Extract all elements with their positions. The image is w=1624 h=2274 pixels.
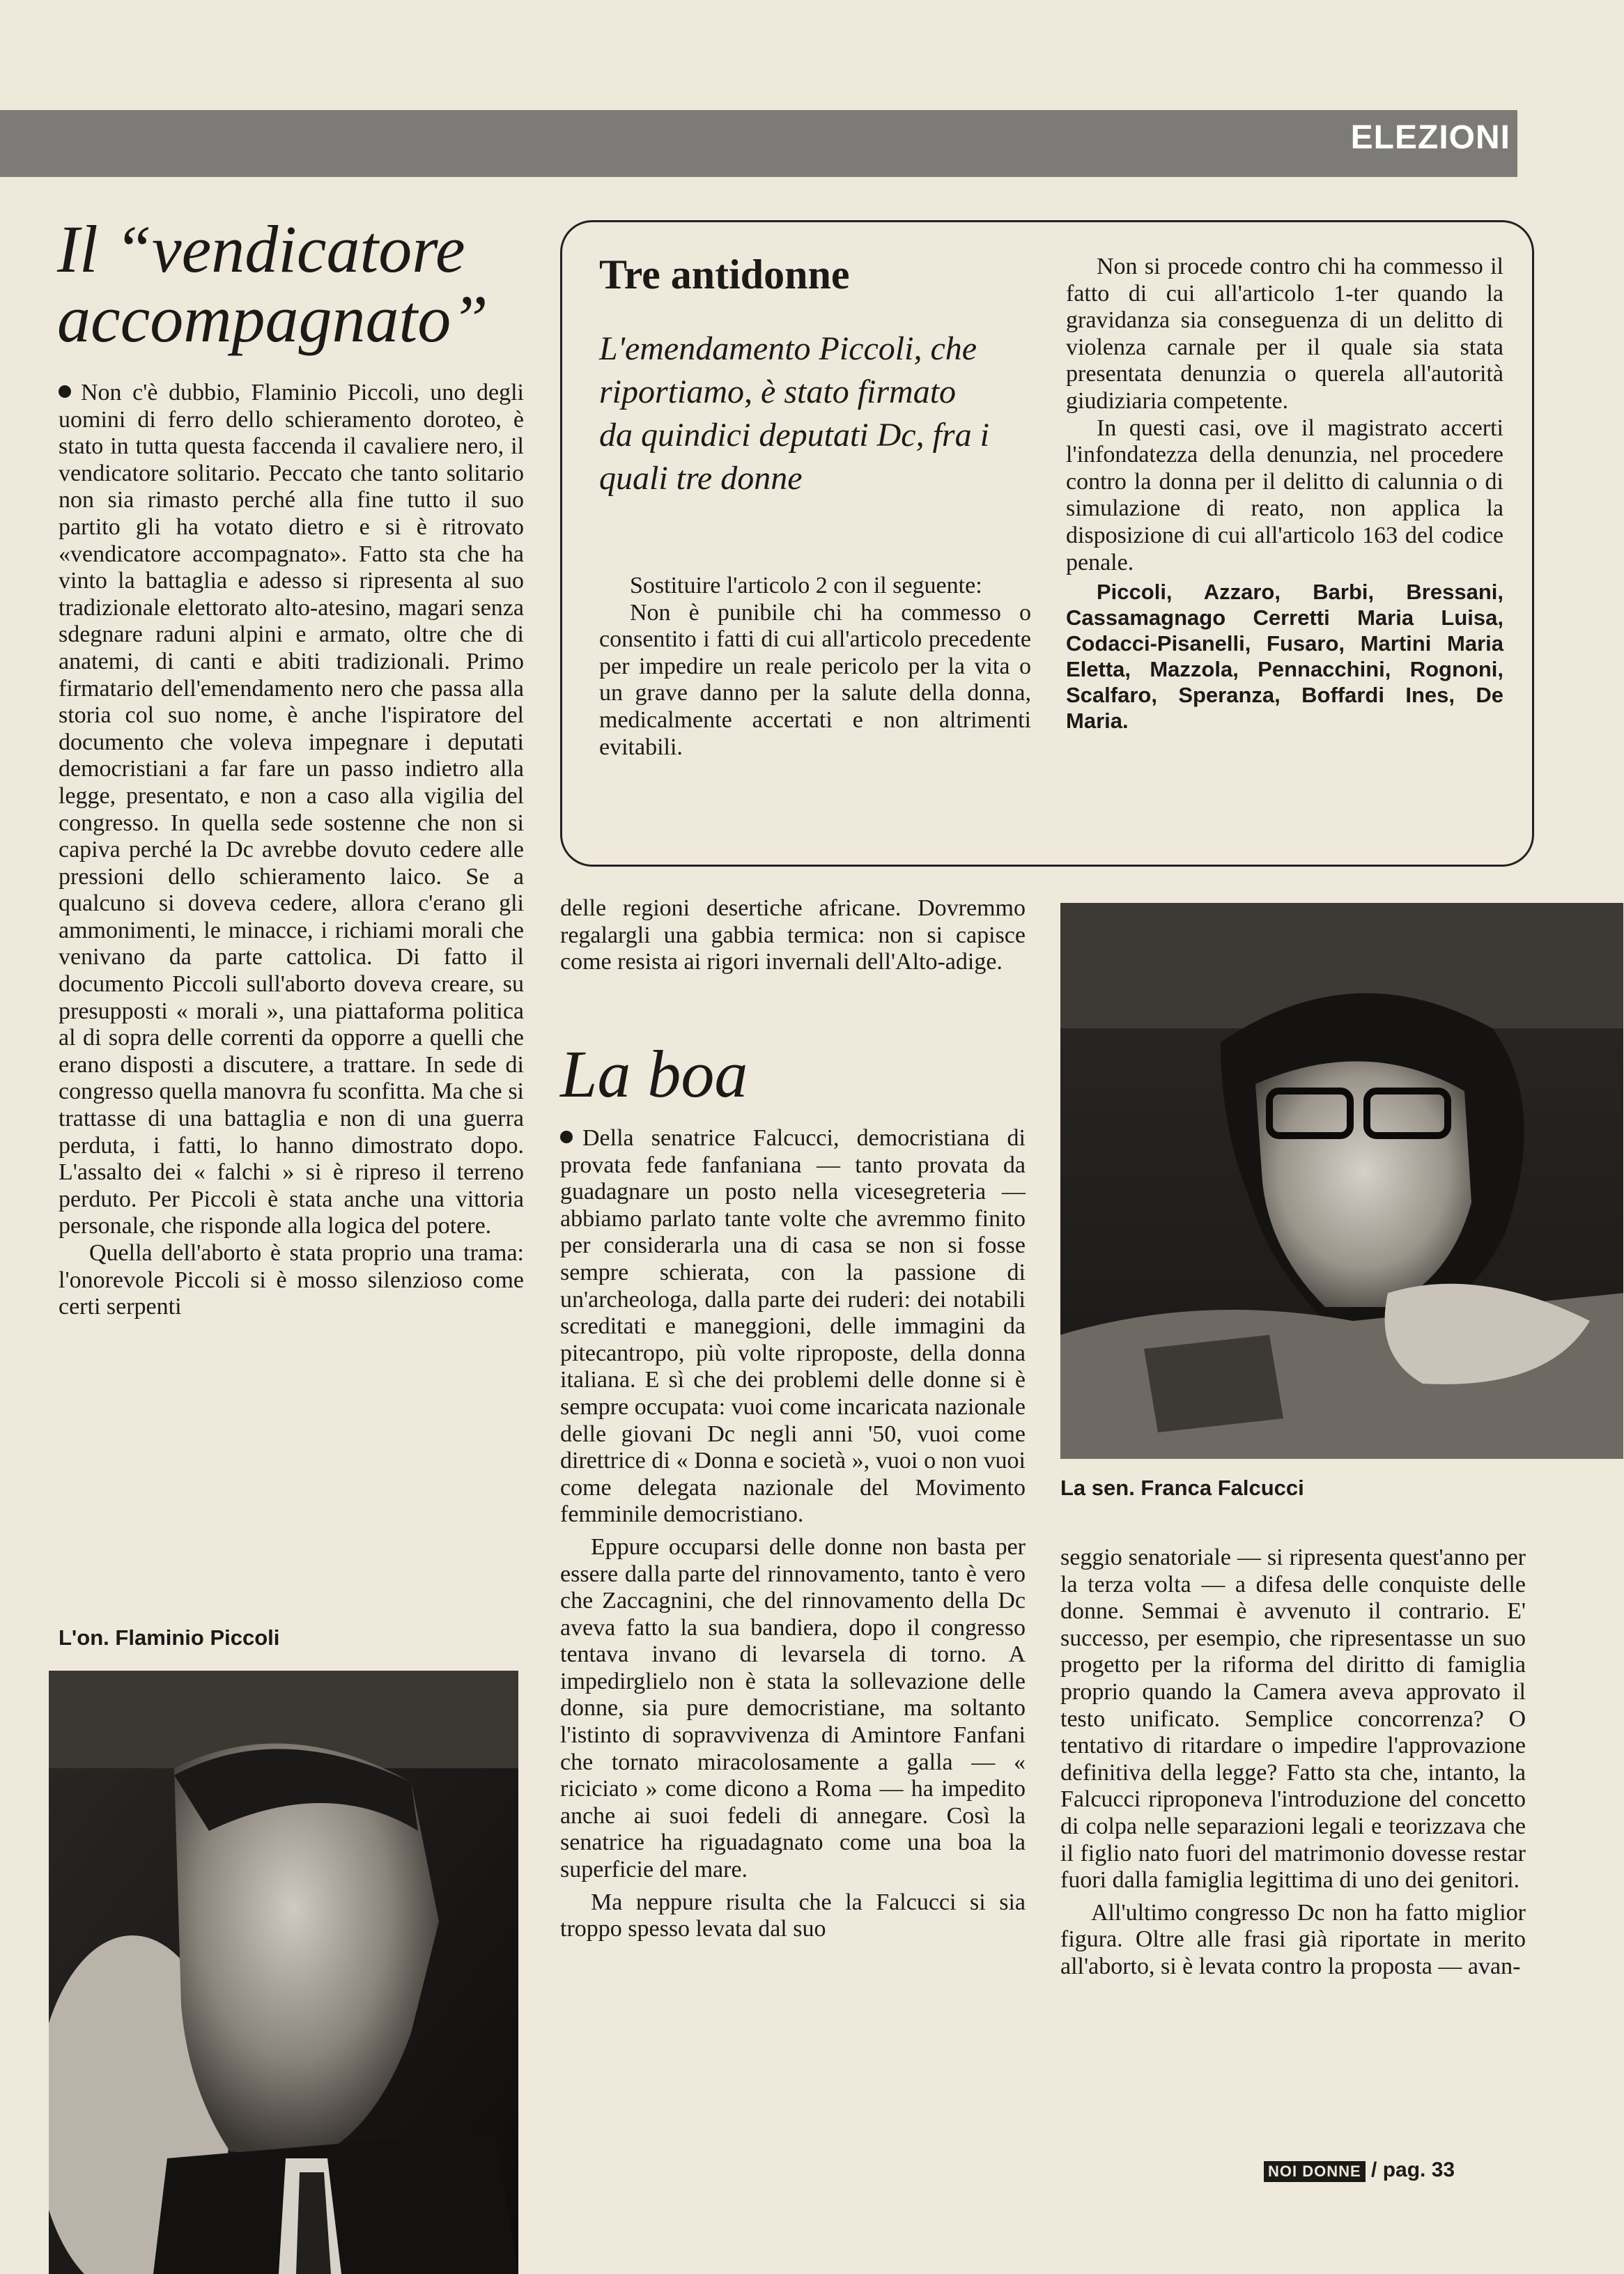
magazine-logo: NOI DONNE	[1264, 2161, 1366, 2182]
box-text: Non si procede contro chi ha commesso il fatto di cui all'articolo 1-ter quando la gravidanza sia conseguenza di un delitto di violenza carnale per il quale sia stata presentata denunzia o querela all'autorità giudiziaria competente.	[1066, 254, 1503, 414]
article2-paragraph: Ma neppure risulta che la Falcucci si sia troppo spesso levata dal suo	[560, 1889, 1026, 1942]
section-label: ELEZIONI	[1350, 119, 1510, 156]
bullet-icon	[59, 385, 71, 398]
box-text: In questi casi, ove il magistrato accerti l'infondatezza della denunzia, nel procedere contro la donna per il delitto di calunnia o di simulazione di reato, non applica la disposizione di cui all'articolo 163 del codice penale.	[1066, 415, 1503, 575]
article1-continuation: delle regioni desertiche africane. Dovremmo regalargli una gabbia termica: non si capisce come resista ai rigori invernali dell'Alto-adige.	[560, 895, 1026, 975]
box-deck: L'emendamento Piccoli, che riportiamo, è stato firmato da quindici deputati Dc, fra i quali tre donne	[599, 330, 989, 497]
box-left-column	[599, 573, 1031, 761]
article1-headline	[57, 212, 531, 356]
article1-column	[59, 380, 524, 1321]
box-text: Non è punibile chi ha commesso o consentito i fatti di cui all'articolo precedente per impedire un reale pericolo per la vita o un grave danno per la salute della donna, medicalmente accertati e non altrimenti evitabili.	[599, 599, 1031, 760]
article2-paragraph: All'ultimo congresso Dc non ha fatto miglior figura. Oltre alle frasi già riportate in merito all'aborto, si è levata contro la proposta — avan-	[1060, 1899, 1526, 1979]
photo-falcucci	[1060, 903, 1623, 1459]
article2-title: La boa	[560, 1037, 748, 1111]
article1-title-line2: accompagnato”	[57, 281, 488, 356]
article2-column	[560, 1125, 1026, 1943]
article1-caption: L'on. Flaminio Piccoli	[59, 1625, 280, 1650]
article2-paragraph: seggio senatoriale — si ripresenta quest'anno per la terza volta — a difesa delle conquiste delle donne. Semmai è avvenuto il contrario. E' successo, per esempio, che ripresentasse un suo progetto per la riforma del diritto di famiglia proprio quando la Camera aveva approvato il testo unificato. Semplice concorrenza? O tentativo di ritardare o impedire l'approvazione definitiva della legge? Fatto sta che, intanto, la Falcucci riproponeva l'introduzione del concetto di colpa nelle separazioni legali e teorizzava che il figlio nato fuori del matrimonio dovesse restar fuori dalla famiglia legittima di uno dei genitori.	[1060, 1545, 1526, 1894]
article1-title-line1: Il “vendicatore	[57, 212, 465, 286]
box-text: Sostituire l'articolo 2 con il seguente:	[630, 573, 982, 598]
bullet-icon	[560, 1131, 573, 1143]
box-title: Tre antidonne	[599, 252, 850, 297]
article2-caption: La sen. Franca Falcucci	[1060, 1476, 1304, 1500]
page-footer	[1264, 2158, 1455, 2182]
article1-paragraph: Quella dell'aborto è stata proprio una trama: l'onorevole Piccoli si è mosso silenzioso come certi serpenti	[59, 1240, 524, 1320]
portrait-image	[1060, 903, 1623, 1459]
article1-paragraph: Non c'è dubbio, Flaminio Piccoli, uno degli uomini di ferro dello schieramento doroteo, è stato in tutta questa faccenda il cavaliere nero, il vendicatore solitario. Peccato che tanto solitario non sia rimasto perché alla fine tutto il suo partito gli ha votato dietro e si è ritrovato «vendicatore accompagnato». Fatto sta che ha vinto la battaglia e adesso si ripresenta al suo tradizionale elettorato alto-atesino, magari senza sdegnare raduni alpini e armato, oltre che di anatemi, di canti e abiti tradizionali. Primo firmatario dell'emendamento nero che passa alla storia col suo nome, è anche l'ispiratore del documento che voleva impegnare i deputati democristiani a far fare un passo indietro alla legge, presentato, e non a caso alla vigilia del congresso. In quella sede sostenne che non si capiva perché la Dc avrebbe dovuto cedere alle pressioni dello schieramento laico. Se a qualcuno si doveva cedere, allora c'erano gli ammonimenti, le minacce, i richiami morali che venivano da parte cattolica. Di fatto il documento Piccoli sull'aborto doveva creare, su presupposti « morali », una piattaforma politica al di sopra delle correnti da opporre a quelli che erano disposti a discutere, a trattare. In sede di congresso quella manovra fu sconfitta. Ma che si trattasse di una battaglia e non di una guerra perduta, i fatti, lo hanno dimostrato dopo. L'assalto dei « falchi » si è ripreso il terreno perduto. Per Piccoli è stata anche una vittoria personale, che risponde alla logica del potere.	[59, 380, 524, 1239]
article2-column-3	[1060, 1545, 1526, 1981]
box-right-column	[1066, 254, 1503, 734]
section-band	[0, 110, 1517, 177]
photo-piccoli	[49, 1671, 518, 2274]
portrait-image	[49, 1671, 518, 2274]
page-number: / pag. 33	[1371, 2158, 1455, 2181]
article2-paragraph: Eppure occuparsi delle donne non basta per essere dalla parte del rinnovamento, tanto è vero che Zaccagnini, che del rinnovamento della Dc aveva fatto la sua bandiera, dopo il congresso tentava invano di levarsela di torno. A impedirglielo non è stata la sollevazione delle donne, sia pure democristiane, ma soltanto l'istinto di sopravvivenza di Amintore Fanfani che tornato miracolosamente a galla — « riciciato » come dicono a Roma — ha impedito anche ai suoi fedeli di annegare. Così la senatrice ha riguadagnato come una boa la superficie del mare.	[560, 1533, 1026, 1883]
box-signatories: Piccoli, Azzaro, Barbi, Bressani, Cassamagnago Cerretti Maria Luisa, Codacci-Pisanelli, Fusaro, Martini Maria Eletta, Mazzola, Pennacchini, Rognoni, Scalfaro, Speranza, Boffardi Ines, De Maria.	[1066, 580, 1503, 734]
article2-paragraph: Della senatrice Falcucci, democristiana di provata fede fanfaniana — tanto provata da guadagnare un posto nella vicesegreteria — abbiamo parlato tante volte che avremmo finito per considerarla una di casa se non si fosse sempre schierata, con la passione di un'archeologa, dalla parte dei ruderi: dei notabili screditati e maneggioni, delle immagini da pitecantropo, più volte riproposte, della donna italiana. E sì che dei problemi delle donne si è sempre occupata: vuoi come incaricata nazionale delle giovani Dc negli anni '50, vuoi come direttrice di « Donna e società », vuoi o non vuoi come delegata nazionale del Movimento femminile democristiano.	[560, 1125, 1026, 1528]
